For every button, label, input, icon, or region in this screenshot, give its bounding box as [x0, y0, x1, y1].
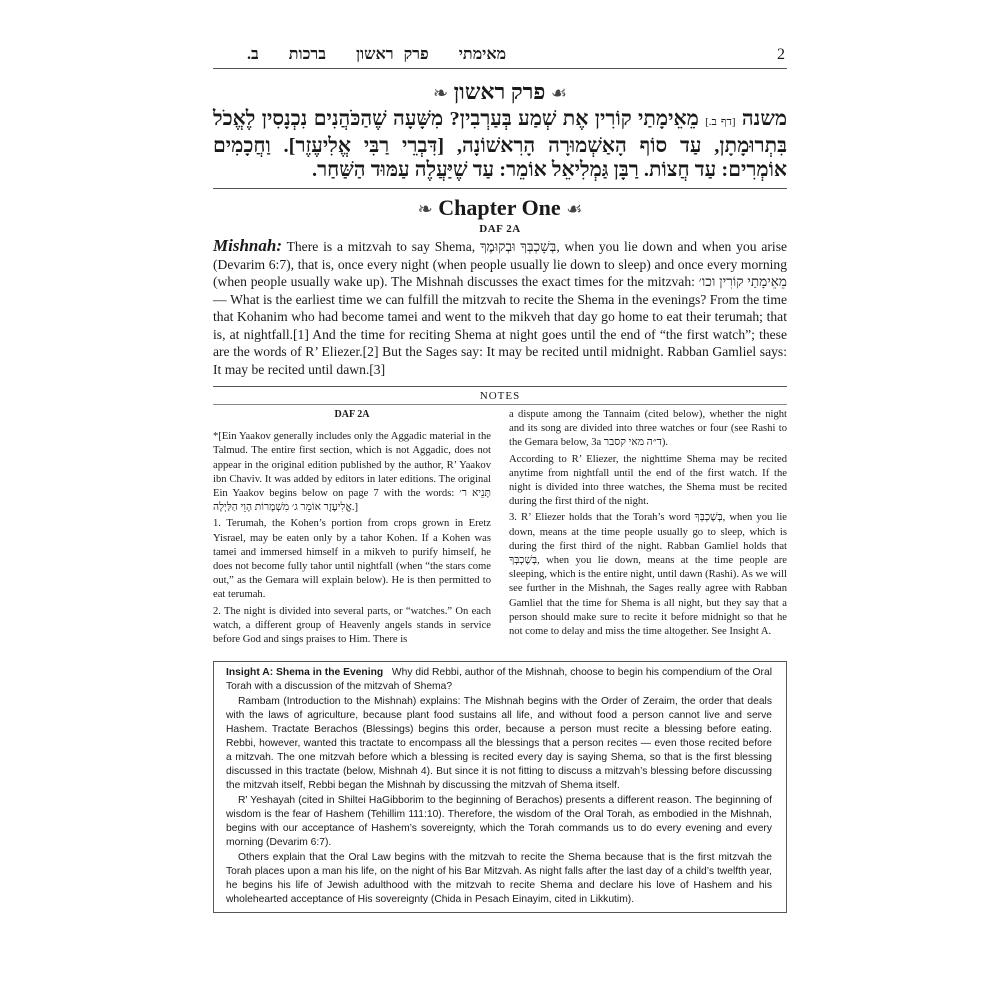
- insight-paragraph: Rambam (Introduction to the Mishnah) explains: The Mishnah begins with the Order of Zeraim, the order that deals with the laws of agriculture, because plant food sustains all life, and without food a person cannot live and serve Hashem. Tractate Berachos (Blessings) begins this order, because a person must recite a blessing before eating. Rebbi, however, wanted this tractate to encompass all the blessings that a person recites — even those recited before a mitzvah. The one mitzvah before which a blessing is recited every day is saying Shema, so that is the first blessing discussed in this tractate (below, Mishnah 4). But since it is not fitting to discuss a mitzvah’s blessing before discussing the mitzvah itself, Rebbi began the Mishnah by discussing the mitzvah of Shema itself.: [226, 696, 772, 792]
- daf-label: DAF 2A: [479, 223, 521, 235]
- notes-daf-label: DAF 2A: [334, 409, 370, 420]
- ornament-right-icon: ☙: [566, 199, 583, 219]
- header-chapter-name: פרק ראשון: [355, 46, 429, 63]
- insight-box: [213, 661, 787, 913]
- hebrew-chapter-heading: [213, 79, 787, 105]
- english-mishnah-text: [213, 237, 787, 378]
- english-mishnah-translation: מֵאֵימָתַי קוֹרִין וכו׳ — What is the earliest time we can fulfill the mitzvah to recite the Shema in the evenings? From the time that Kohanim who had become tamei and went to the mikveh that day go home to eat their terumah; that is, at nightfall.[1] And the time for reciting Shema at night goes until the end of “the first watch”; these are the words of R’ Eliezer.[2] But the Sages say: It may be recited until midnight. Rabban Gamliel says: It may be recited until dawn.[3]: [213, 274, 787, 377]
- english-mishnah-label: Mishnah:: [213, 236, 282, 255]
- divider: [213, 188, 787, 189]
- ornament-right-icon: ☙: [550, 83, 568, 103]
- header-daf: ב.: [247, 46, 259, 63]
- notes-section: [213, 404, 787, 649]
- header-tractate-title: מאימתי: [458, 46, 507, 63]
- note-2: 2. The night is divided into several parts, or “watches.” On each watch, a different group of Heavenly angels stands in service before God and sings praises to Him. There is: [213, 605, 491, 646]
- note-3: 3. R’ Eliezer holds that the Torah’s word בְּשָׁכְבְּךָ, when you lie down, means at the time people usually go to sleep, which is during the first third of the night. Rabban Gamliel holds that בְּשָׁכְבְּךָ, when you lie down, means at the time people are sleeping, which is the entire night, until dawn (Rashi). As we will see further in the Mishnah, the Sages really agree with Rabban Gamliel that the time for Shema is all night, but they say that a person should make sure to recite it before midnight so that he not come to delay and miss the time altogether. See Insight A.: [509, 512, 787, 638]
- english-chapter-title: Chapter One: [438, 195, 561, 220]
- running-header: [213, 40, 787, 69]
- insight-question: Why did Rebbi, author of the Mishnah, choose to begin his compendium of the Oral Torah with a discussion of the mitzvah of Shema?: [226, 667, 772, 693]
- english-mishnah-intro: There is a mitzvah to say Shema, בְּשָׁכְבְּךָ וּבְקוּמֶךָ, when you lie down and when you arise (Devarim 6:7), that is, once every night (when people usually lie down to sleep) and once every morning (when people usually wake up). The Mishnah discusses the exact times for the mitzvah:: [213, 239, 788, 289]
- insight-intro: [226, 666, 772, 694]
- hebrew-chapter-title: פרק ראשון: [453, 79, 546, 104]
- header-tractate-name: ברכות: [288, 46, 326, 63]
- ornament-left-icon: ❧: [432, 83, 449, 103]
- hebrew-mishnah-text: [213, 107, 787, 182]
- hebrew-mishnah-label: משנה: [741, 108, 788, 130]
- book-page: [213, 40, 787, 913]
- notes-heading: NOTES: [213, 386, 787, 402]
- notes-right-column: [509, 408, 787, 649]
- insight-paragraph: R’ Yeshayah (cited in Shiltei HaGibborim to the beginning of Berachos) presents a different reason. The beginning of wisdom is the fear of Hashem (Tehillim 111:10). Therefore, the wisdom of the Oral Torah, as embodied in the Mishnah, begins with our acceptance of Hashem’s sovereignty, which the Torah commands us to do every evening and every morning (Devarim 6:7).: [226, 795, 772, 849]
- english-chapter-heading: [213, 195, 787, 221]
- insight-title: Insight A: Shema in the Evening: [226, 667, 384, 679]
- hebrew-mishnah-body: מֵאֵימָתַי קוֹרִין אֶת שְׁמַע בְּעַרְבִין? מִשָּׁעָה שֶׁהַכֹּהֲנִים נִכְנָסִין לֶאֱכֹל בִּתְרוּמָתָן, עַד סוֹף הָאַשְׁמוּרָה הָרִאשׁוֹנָה, [דִּבְרֵי רַבִּי אֱלִיעֶזֶר]. וַחֲכָמִים אוֹמְרִים: עַד חֲצוֹת. רַבָּן גַּמְלִיאֵל אוֹמֵר: עַד שֶׁיַּעֲלֶה עַמּוּד הַשַּׁחַר.: [213, 108, 787, 181]
- note-2-eliezer: According to R’ Eliezer, the nighttime Shema may be recited anytime from nightfall until the end of the first watch. If the night is divided into three watches, the Shema must be recited during the first third of the night.: [509, 453, 787, 508]
- note-2-continued: a dispute among the Tannaim (cited below), whether the night and its song are divided into three watches or four (see Rashi to the Gemara below, 3a ד״ה מאי קסבר).: [509, 409, 787, 449]
- note-1: 1. Terumah, the Kohen’s portion from crops grown in Eretz Yisrael, may be eaten only by a tahor Kohen. If a Kohen was tamei and immersed himself in a mikveh to purify himself, he does not become fully tahor until nightfall (when “the stars come out,” as the Gemara will explain below). He is then permitted to eat terumah.: [213, 518, 491, 601]
- insight-paragraph: Others explain that the Oral Law begins with the mitzvah to recite the Shema because that is the first mitzvah the Torah places upon a man his life, on the night of his Bar Mitzvah. As night falls after the last day of a child’s twelfth year, he begins his life of Jewish adulthood with the mitzvah to recite Shema and declare his love of Hashem and his wholehearted acceptance of His sovereignty (Chida in Pesach Einayim, cited in Likkutim).: [226, 852, 772, 906]
- notes-left-column: [213, 408, 491, 649]
- running-header-hebrew: [217, 46, 506, 64]
- note-editorial: *[Ein Yaakov generally includes only the Aggadic material in the Talmud. The entire first section, which is not Aggadic, does not appear in the original edition published by the author, R’ Yaakov ibn Chaviv. It was added by editors in later editions. The original Ein Yaakov begins below on page 7 with the words: תָּנֵיא ר׳ אֱלִיעֶזֶר אוֹמֵר ג׳ מִשְׁמָרוֹת הָוֵי הַלַּיְלָה.]: [213, 431, 491, 514]
- hebrew-daf-mark: [דף ב.]: [705, 116, 736, 128]
- page-number: 2: [777, 46, 785, 63]
- ornament-left-icon: ❧: [417, 199, 433, 219]
